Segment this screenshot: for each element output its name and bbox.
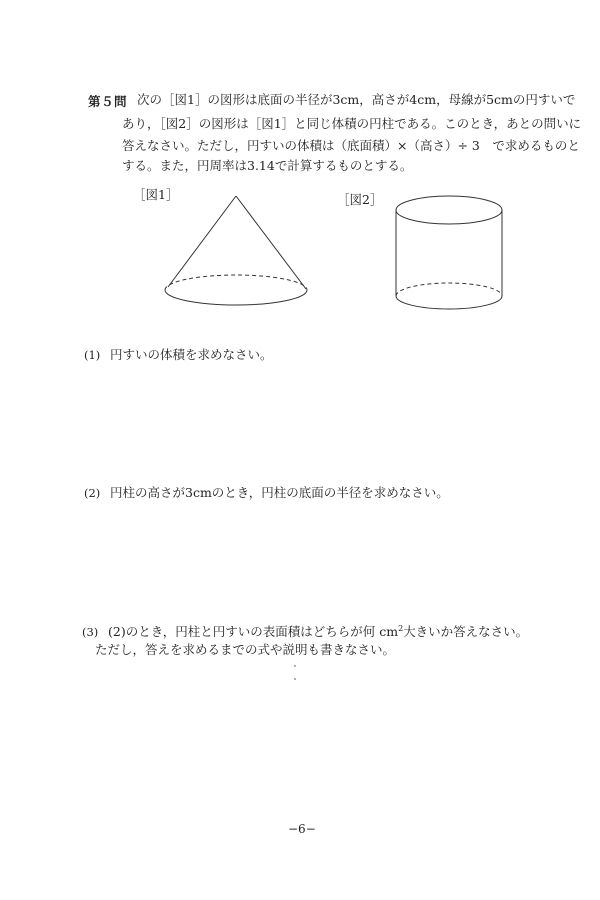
question-3-number: (3)	[82, 625, 99, 639]
figure-1-label: ［図1］	[133, 187, 179, 202]
problem-text-line-1: 次の［図1］の図形は底面の半径が3cm，高さが4cm，母線が5cmの円すいで	[137, 92, 576, 107]
cylinder-figure	[396, 196, 502, 309]
figure-2-label: ［図2］	[337, 192, 383, 207]
question-1	[84, 345, 273, 363]
question-3	[82, 622, 528, 640]
question-3-unit-power: 2	[398, 624, 404, 633]
question-2-number: (2)	[84, 486, 101, 500]
question-3-line-2: ただし，答えを求めるまでの式や説明も書きなさい。	[95, 642, 396, 657]
question-3-text: (2)のとき，円柱と円すいの表面積はどちらが何	[108, 624, 376, 639]
question-3-text-after: 大きいか答えなさい。	[403, 624, 529, 639]
question-2-text: 円柱の高さが3cmのとき，円柱の底面の半径を求めなさい。	[110, 485, 449, 500]
question-1-text: 円すいの体積を求めなさい。	[110, 347, 273, 362]
question-1-number: (1)	[84, 348, 101, 362]
problem-text-line-2: あり，［図2］の図形は［図1］と同じ体積の円柱である。このとき，あとの問いに	[122, 116, 582, 131]
cone-figure	[165, 196, 307, 305]
problem-label: 第５問	[88, 94, 128, 109]
question-3-unit: cm	[379, 624, 399, 639]
problem-text-line-3: 答えなさい。ただし，円すいの体積は（底面積）×（高さ）÷ 3 で求めるものと	[122, 138, 580, 153]
scan-dot	[294, 678, 296, 680]
page-number: −6−	[288, 822, 316, 836]
question-2	[84, 483, 449, 501]
scan-dot	[294, 665, 296, 667]
problem-text-line-4: する。また，円周率は3.14で計算するものとする。	[122, 158, 413, 173]
